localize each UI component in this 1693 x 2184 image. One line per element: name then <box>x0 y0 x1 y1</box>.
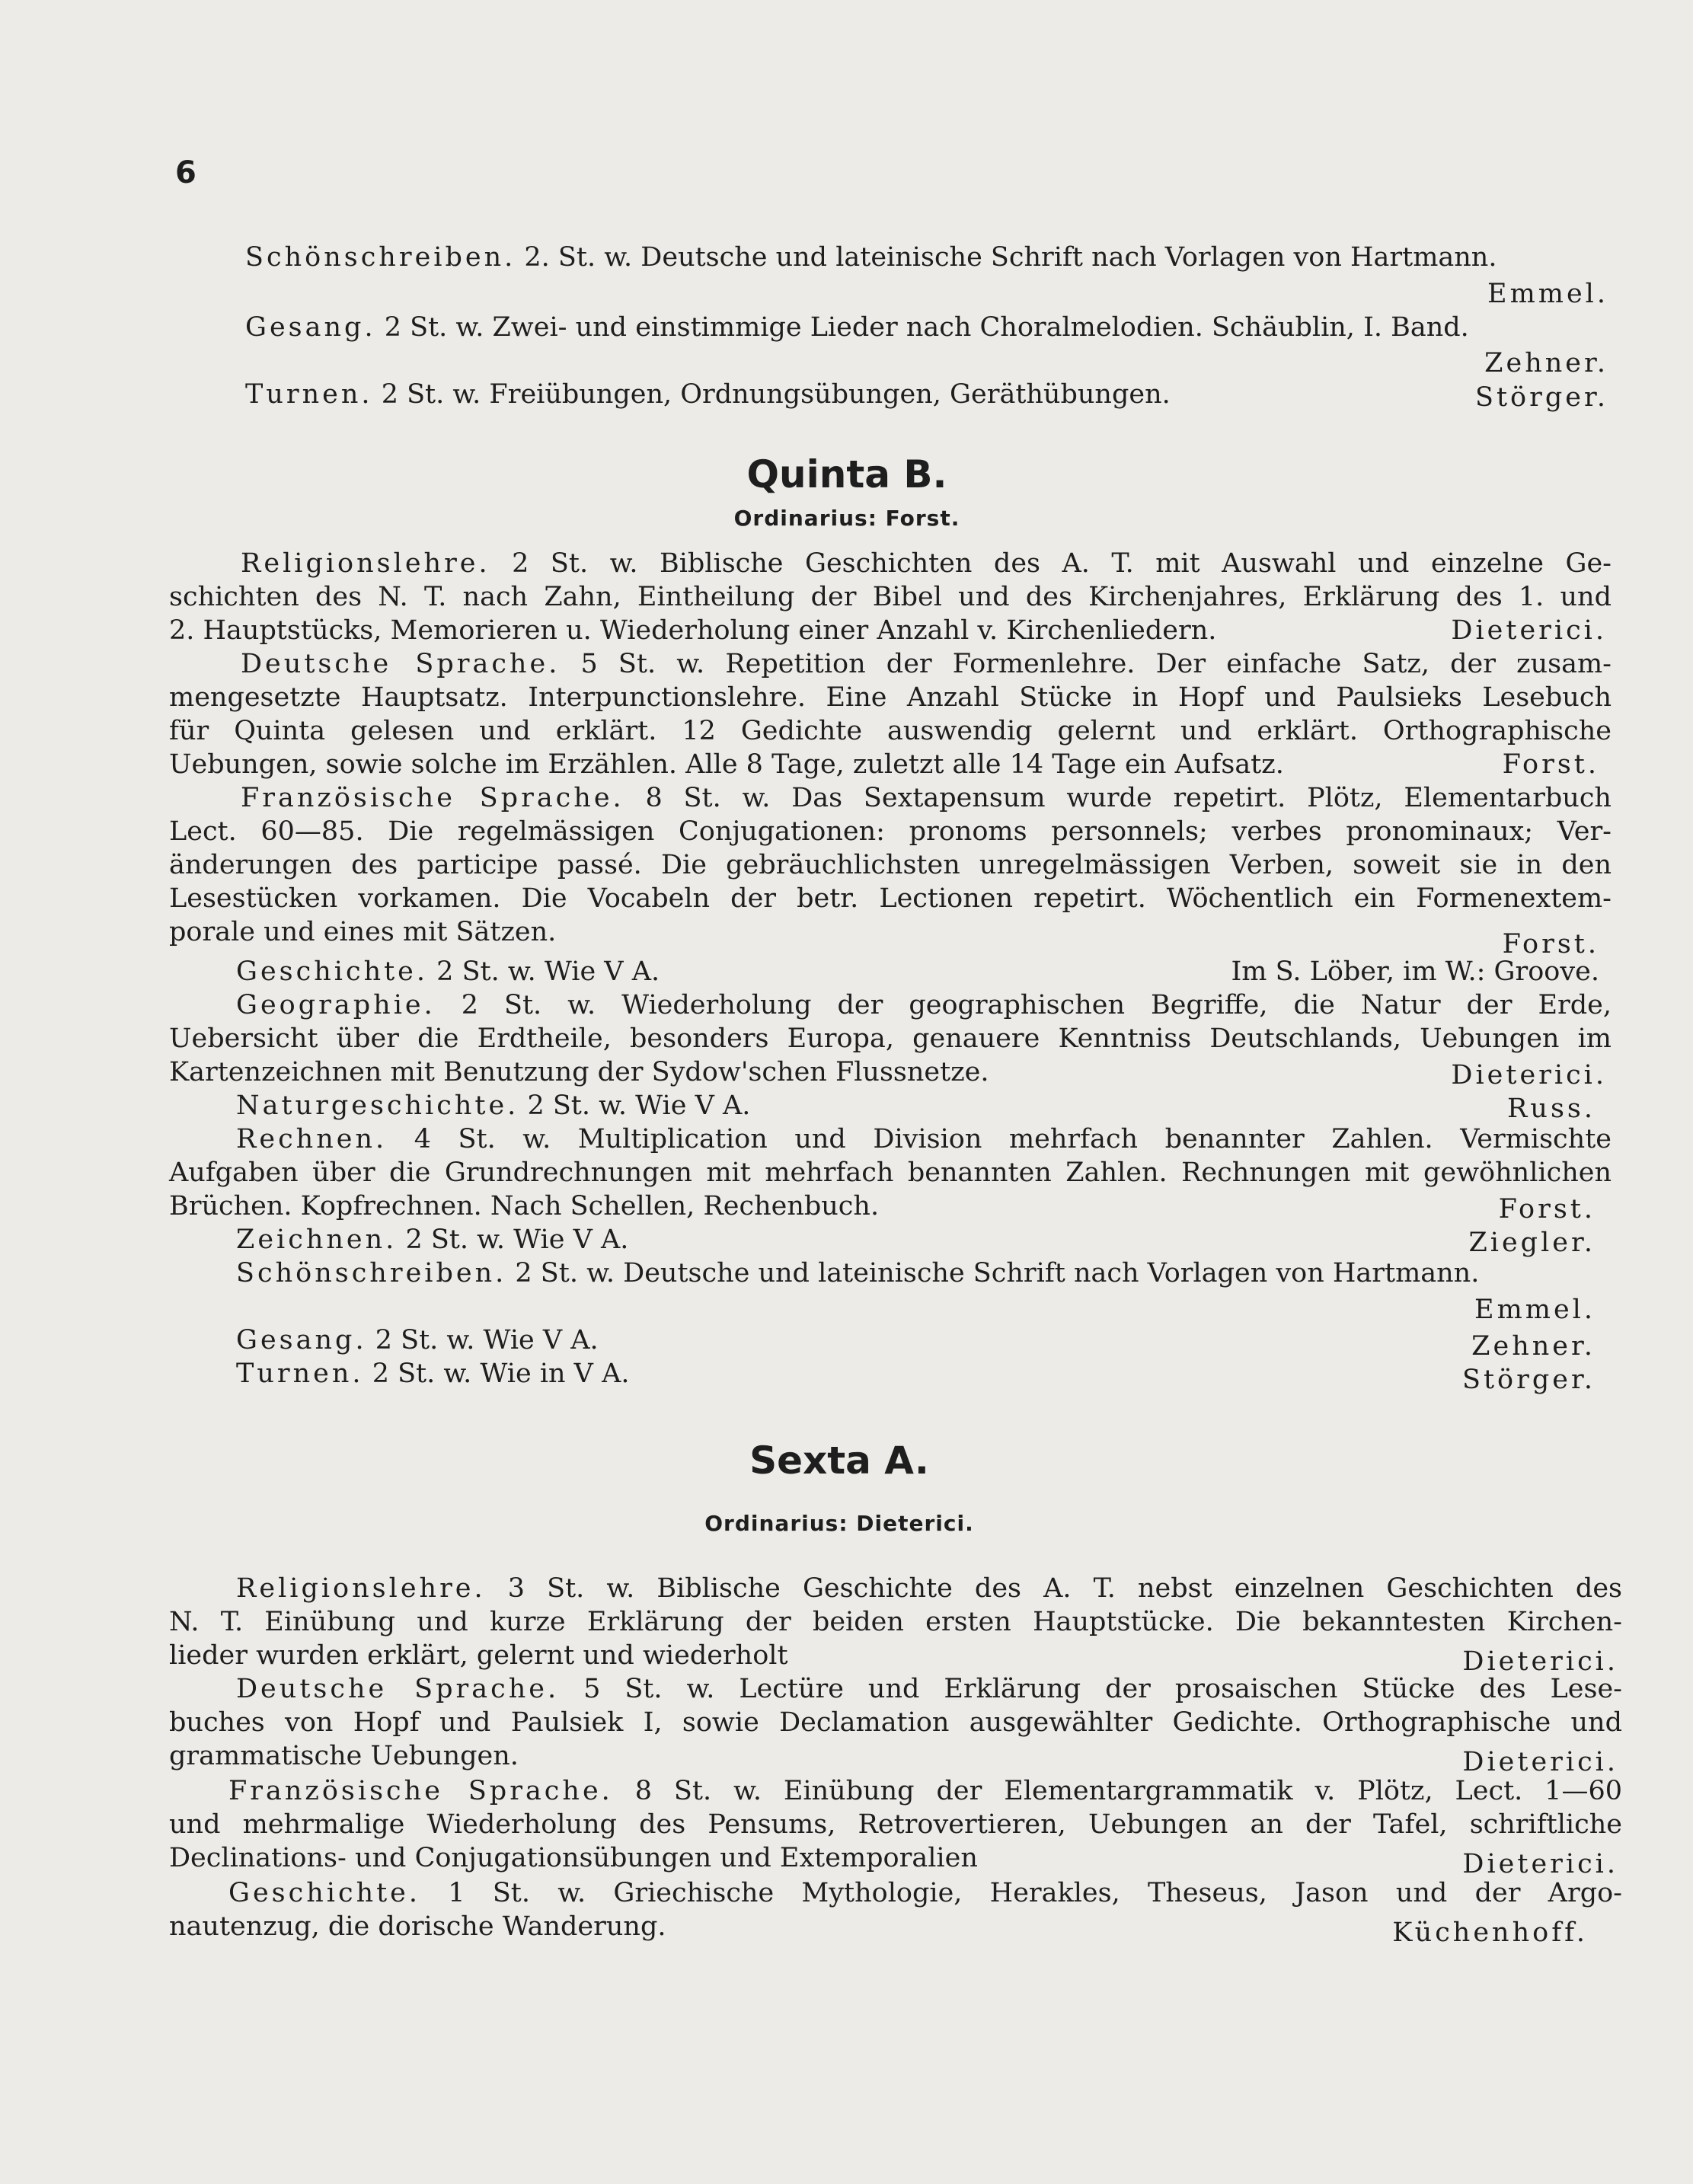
subject-name: Deutsche Sprache. <box>241 649 561 679</box>
text-line: buches von Hopf und Paulsiek I, sowie Declamation ausgewählter Gedichte. Orthographische und <box>169 1707 1622 1738</box>
subject-name: Schönschreiben. <box>236 1258 507 1288</box>
teacher-name: Zehner. <box>1484 348 1608 378</box>
section-title-quinta-b: Quinta B. <box>746 452 947 497</box>
subject-name: Geschichte. <box>236 956 429 987</box>
teacher-name: Störger. <box>1475 382 1608 413</box>
text-line: 8 St. w. Einübung der Elementargrammatik v. Plötz, Lect. 1—60 <box>634 1776 1622 1806</box>
intro-turnen-line <box>245 378 1235 411</box>
paragraph-zeichnen <box>236 1223 1074 1256</box>
teacher-name: Störger. <box>1462 1365 1596 1395</box>
text-line: grammatische Uebungen. <box>169 1741 519 1771</box>
paragraph-franzoesische-sprache <box>228 1774 1622 1808</box>
paragraph-geschichte <box>236 955 1074 988</box>
text-line: Uebersicht über die Erdtheile, besonders Europa, genauere Kenntniss Deutschlands, Uebungen im <box>169 1023 1612 1054</box>
paragraph-deutsche-sprache <box>241 647 1612 681</box>
text-line: Declinations- und Conjugationsübungen und Extemporalien <box>169 1843 978 1873</box>
teacher-name: Dieterici. <box>1451 1060 1607 1090</box>
teacher-name: Dieterici. <box>1451 615 1607 646</box>
subject-name: Religionslehre. <box>236 1573 486 1604</box>
subject-description: 2. St. w. Deutsche und lateinische Schrift nach Vorlagen von Hartmann. <box>524 242 1497 273</box>
teacher-name: Dieterici. <box>1462 1747 1618 1777</box>
text-line: 8 St. w. Das Sextapensum wurde repetirt. Plötz, Elementarbuch <box>645 783 1612 813</box>
subject-name: Naturgeschichte. <box>236 1090 519 1121</box>
subject-name: Französische Sprache. <box>228 1776 613 1806</box>
paragraph-naturgeschichte <box>236 1089 1074 1122</box>
teacher-name: Forst. <box>1502 749 1599 780</box>
subject-name: Deutsche Sprache. <box>236 1674 560 1704</box>
teacher-name: Dieterici. <box>1462 1849 1618 1879</box>
text-line: lieder wurden erklärt, gelernt und wiederholt <box>169 1640 788 1671</box>
section-title-sexta-a: Sexta A. <box>749 1438 929 1483</box>
text-line: für Quinta gelesen und erklärt. 12 Gedichte auswendig gelernt und erklärt. Orthographische <box>169 716 1612 746</box>
text-line: Aufgaben über die Grundrechnungen mit mehrfach benannten Zahlen. Rechnungen mit gewöhnlichen <box>169 1157 1612 1188</box>
teacher-name: Emmel. <box>1487 279 1608 309</box>
text-line: 2 St. w. Wiederholung der geographischen Begriffe, die Natur der Erde, <box>461 990 1612 1020</box>
text-line: 4 St. w. Multiplication und Division mehrfach benannter Zahlen. Vermischte <box>414 1124 1612 1154</box>
text-line: Brüchen. Kopfrechnen. Nach Schellen, Rechenbuch. <box>169 1191 880 1221</box>
text-line: 2 St. w. Biblische Geschichten des A. T. mit Auswahl und einzelne Ge- <box>512 548 1612 579</box>
text-line: N. T. Einübung und kurze Erklärung der beiden ersten Hauptstücke. Die bekanntesten Kirchen- <box>169 1607 1622 1637</box>
intro-gesang-line <box>245 311 1612 344</box>
teacher-name: Dieterici. <box>1462 1646 1618 1677</box>
page-number: 6 <box>175 155 196 190</box>
subject-description: 2 St. w. Wie V A. <box>375 1325 599 1355</box>
text-line: Kartenzeichnen mit Benutzung der Sydow'schen Flussnetze. <box>169 1057 989 1087</box>
teacher-name: Forst. <box>1502 929 1599 959</box>
teacher-name: Ziegler. <box>1468 1228 1596 1258</box>
paragraph-geographie <box>236 988 1612 1022</box>
paragraph-religionslehre <box>236 1572 1622 1605</box>
paragraph-geschichte <box>228 1876 1622 1910</box>
text-line: 1 St. w. Griechische Mythologie, Herakles, Theseus, Jason und der Argo- <box>448 1878 1622 1908</box>
intro-schoenschreiben-line <box>245 241 1612 274</box>
paragraph-turnen <box>236 1357 1074 1391</box>
subject-description: 2 St. w. Wie V A. <box>436 956 660 987</box>
text-line: nautenzug, die dorische Wanderung. <box>169 1911 666 1942</box>
subject-name: Geographie. <box>236 990 436 1020</box>
subject-name: Gesang. <box>236 1325 367 1355</box>
teacher-name: Im S. Löber, im W.: Groove. <box>1231 956 1599 987</box>
subject-description: 2 St. w. Zwei- und einstimmige Lieder nach Choralmelodien. Schäublin, I. Band. <box>384 312 1469 343</box>
subject-description: 2 St. w. Wie in V A. <box>372 1359 630 1389</box>
paragraph-religionslehre <box>241 547 1612 580</box>
subject-name: Gesang. <box>245 312 376 343</box>
text-line: schichten des N. T. nach Zahn, Eintheilung der Bibel und des Kirchenjahres, Erklärung des 1. und <box>169 582 1612 612</box>
subject-name: Zeichnen. <box>236 1225 398 1255</box>
text-line: und mehrmalige Wiederholung des Pensums, Retrovertieren, Uebungen an der Tafel, schriftliche <box>169 1809 1622 1840</box>
text-line: Lesestücken vorkamen. Die Vocabeln der betr. Lectionen repetirt. Wöchentlich ein Formenextem- <box>169 883 1612 914</box>
subject-name: Geschichte. <box>228 1878 421 1908</box>
subject-name: Turnen. <box>236 1359 364 1389</box>
teacher-name: Forst. <box>1498 1194 1596 1225</box>
subject-name: Turnen. <box>245 379 373 410</box>
ordinarius-label: Ordinarius: Dieterici. <box>704 1511 974 1536</box>
text-line: Uebungen, sowie solche im Erzählen. Alle 8 Tage, zuletzt alle 14 Tage ein Aufsatz. <box>169 749 1284 780</box>
ordinarius-label: Ordinarius: Forst. <box>733 506 960 531</box>
text-line: porale und eines mit Sätzen. <box>169 917 557 947</box>
subject-name: Religionslehre. <box>241 548 490 579</box>
subject-name: Rechnen. <box>236 1124 388 1154</box>
subject-description: 2 St. w. Freiübungen, Ordnungsübungen, Geräthübungen. <box>381 379 1171 410</box>
text-line: 3 St. w. Biblische Geschichte des A. T. nebst einzelnen Geschichten des <box>507 1573 1622 1604</box>
subject-description: 2 St. w. Wie V A. <box>527 1090 751 1121</box>
paragraph-gesang <box>236 1323 1074 1357</box>
teacher-name: Russ. <box>1507 1094 1596 1124</box>
text-line: änderungen des participe passé. Die gebräuchlichsten unregelmässigen Verben, soweit sie in den <box>169 850 1612 880</box>
paragraph-franzoesische-sprache <box>241 781 1612 815</box>
text-line: 5 St. w. Repetition der Formenlehre. Der einfache Satz, der zusam- <box>580 649 1612 679</box>
text-line: mengesetzte Hauptsatz. Interpunctionslehre. Eine Anzahl Stücke in Hopf und Paulsieks Lesebuch <box>169 682 1612 713</box>
text-line: Lect. 60—85. Die regelmässigen Conjugationen: pronoms personnels; verbes pronominaux; Ver- <box>169 816 1612 847</box>
subject-name: Französische Sprache. <box>241 783 624 813</box>
teacher-name: Emmel. <box>1474 1295 1596 1325</box>
teacher-name: Küchenhoff. <box>1392 1917 1588 1948</box>
paragraph-rechnen <box>236 1122 1612 1156</box>
paragraph-deutsche-sprache <box>236 1672 1622 1706</box>
teacher-name: Zehner. <box>1471 1331 1596 1362</box>
subject-description: 2 St. w. Wie V A. <box>405 1225 629 1255</box>
paragraph-schoenschreiben <box>236 1256 1612 1290</box>
subject-description: 2 St. w. Deutsche und lateinische Schrift nach Vorlagen von Hartmann. <box>515 1258 1480 1288</box>
subject-name: Schönschreiben. <box>245 242 516 273</box>
text-line: 2. Hauptstücks, Memorieren u. Wiederholung einer Anzahl v. Kirchenliedern. <box>169 615 1217 646</box>
text-line: 5 St. w. Lectüre und Erklärung der prosaischen Stücke des Lese- <box>583 1674 1622 1704</box>
